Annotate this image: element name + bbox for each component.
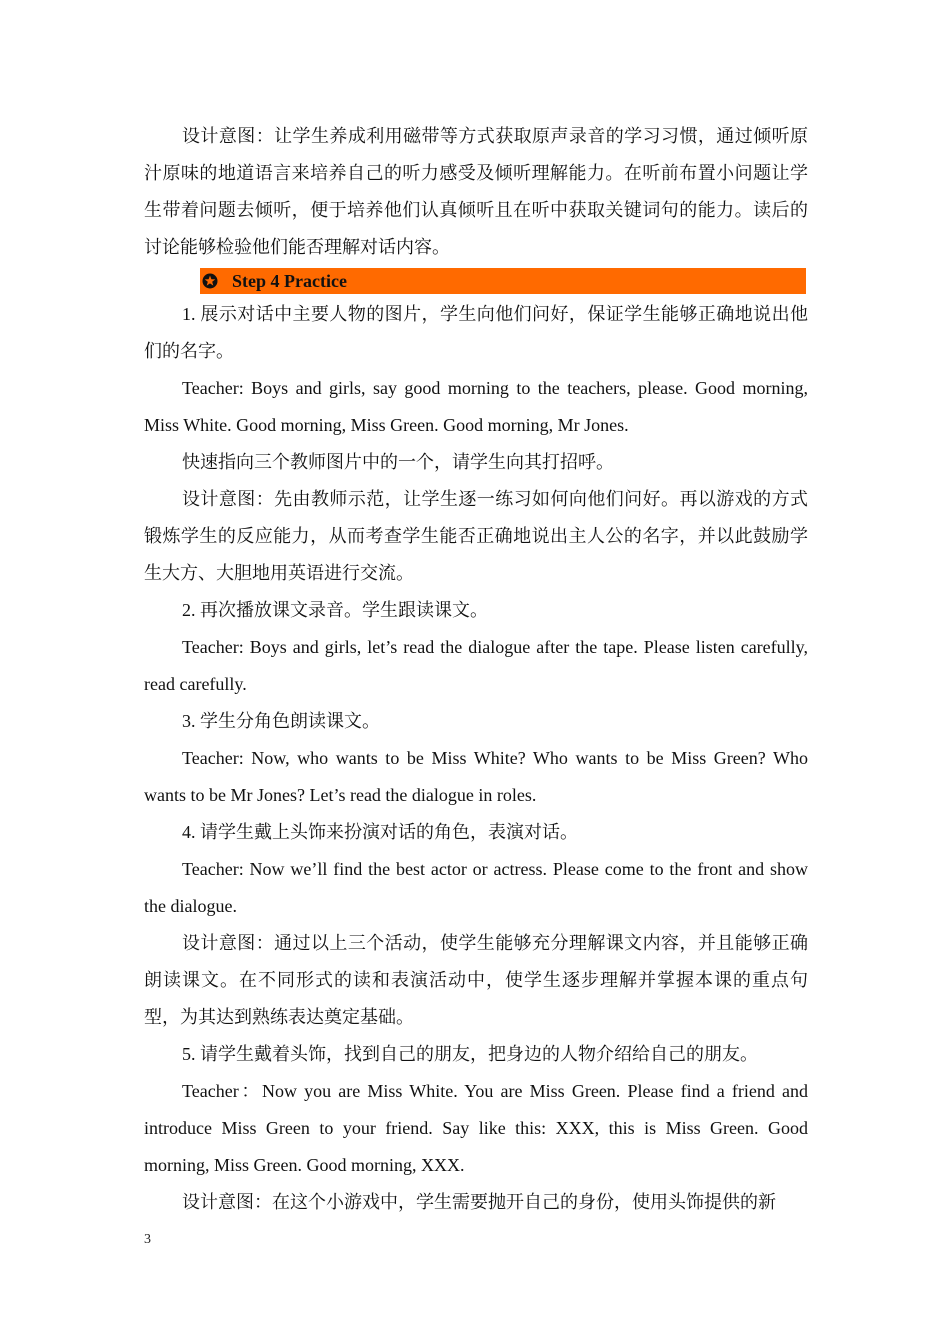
design-intent-paragraph: 设计意图：让学生养成利用磁带等方式获取原声录音的学习习惯，通过倾听原汁原味的地道语言来培养自己的听力感受及倾听理解能力。在听前布置小问题让学生带着问题去倾听，便于培养他们认真倾听且在听中获取关键词句的能力。读后的讨论能够检验他们能否理解对话内容。 (144, 126, 808, 257)
practice-item-2: 2. 再次播放课文录音。学生跟读课文。 (182, 600, 488, 620)
teacher-line-4: Teacher: Now we’ll find the best actor or actress. Please come to the front and show the dialogue. (144, 859, 808, 916)
page-number: 3 (144, 1232, 151, 1247)
practice-item-5: 5. 请学生戴着头饰，找到自己的朋友，把身边的人物介绍给自己的朋友。 (182, 1044, 758, 1064)
practice-item-3: 3. 学生分角色朗读课文。 (182, 711, 380, 731)
teacher-line-2: Teacher: Boys and girls, let’s read the dialogue after the tape. Please listen carefully, read carefully. (144, 637, 808, 694)
design-intent-paragraph: 设计意图：通过以上三个活动，使学生能够充分理解课文内容，并且能够正确朗读课文。在不同形式的读和表演活动中，使学生逐步理解并掌握本课的重点句型，为其达到熟练表达奠定基础。 (144, 933, 808, 1027)
teacher-line-5: Teacher：Now you are Miss White. You are Miss Green. Please find a friend and introduce Miss Green to your friend. Say like this: XXX, this is Miss Green. Good morning, Miss Green. Good morning, XXX. (144, 1081, 808, 1175)
page-content (144, 118, 808, 1221)
practice-item-1: 1. 展示对话中主要人物的图片，学生向他们问好，保证学生能够正确地说出他们的名字。 (144, 304, 808, 361)
instruction-note: 快速指向三个教师图片中的一个，请学生向其打招呼。 (182, 452, 614, 472)
star-circle-icon (202, 273, 218, 289)
design-intent-paragraph: 设计意图：在这个小游戏中，学生需要抛开自己的身份，使用头饰提供的新 (182, 1192, 776, 1212)
design-intent-paragraph: 设计意图：先由教师示范，让学生逐一练习如何向他们问好。再以游戏的方式锻炼学生的反应能力，从而考查学生能否正确地说出主人公的名字，并以此鼓励学生大方、大胆地用英语进行交流。 (144, 489, 808, 583)
teacher-line-1: Teacher: Boys and girls, say good morning to the teachers, please. Good morning, Miss White. Good morning, Miss Green. Good morning, Mr Jones. (144, 378, 808, 435)
teacher-line-3: Teacher: Now, who wants to be Miss White? Who wants to be Miss Green? Who wants to be Mr Jones? Let’s read the dialogue in roles. (144, 748, 808, 805)
step-4-header (200, 268, 806, 294)
step-4-title: Step 4 Practice (232, 271, 347, 291)
practice-item-4: 4. 请学生戴上头饰来扮演对话的角色，表演对话。 (182, 822, 578, 842)
